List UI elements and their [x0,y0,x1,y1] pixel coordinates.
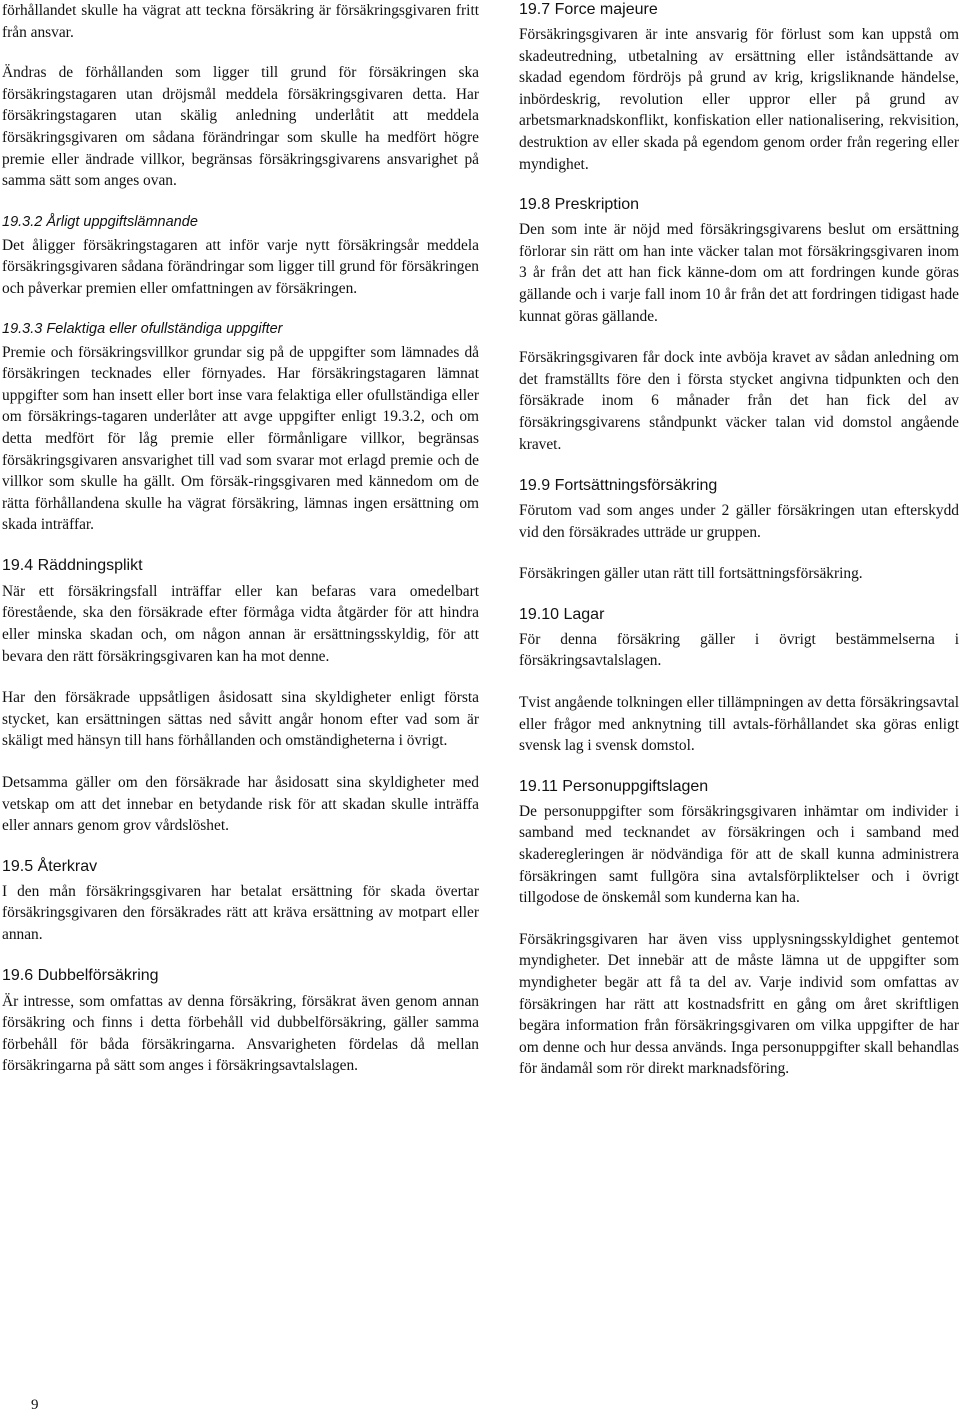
section-heading: 19.5 Återkrav [2,857,98,875]
paragraph: Detsamma gäller om den försäkrade har åsidosatt sina skyldigheter med vetskap om att det innebar en betydande risk för att skadan skulle inträffa eller annars genom grov vårdslöshet. [2,774,479,835]
paragraph: Försäkringen gäller utan rätt till fortsättningsförsäkring. [519,565,863,583]
subsection-heading: 19.3.3 Felaktiga eller ofullständiga uppgifter [2,320,283,337]
section-heading: 19.6 Dubbelförsäkring [2,966,159,984]
paragraph: I den mån försäkringsgivaren har betalat ersättning för skada övertar försäkringsgivaren den försäkrades rätt att kräva ersättning av motpart eller annan. [2,882,479,943]
paragraph: Har den försäkrade uppsåtligen åsidosatt sina skyldigheter enligt första stycket, kan ersättningen sättas ned såvitt angår honom efter vad som är skäligt med hänsyn till hans förhållanden och omständigheterna i övrigt. [2,689,479,750]
page-number: 9 [31,1397,39,1413]
paragraph: Försäkringsgivaren är inte ansvarig för förlust som kan uppstå om skadeutredning, utbetalning av ersättning eller iståndsättande av skadad egendom fördröjs på grund av krig, krigsliknande händelse, inbördeskrig, revolution eller uppror eller på grund av arbetsmarknadskonflikt, konfiskation eller nationalisering, rekvisition, destruktion av eller skada på egendom genom order från regering eller myndighet. [519,26,959,173]
paragraph: Ändras de förhållanden som ligger till grund för försäkringen ska försäkringstagaren utan dröjsmål meddela försäkringsgivaren detta. Har försäkringstagaren utan skälig anledning underlåtit att meddela försäkringsgivaren om sådana förändringar som skulle ha medfört högre premie eller ändrade villkor, begränsas försäkringsgivarens ansvarighet på samma sätt som anges ovan. [2,64,479,190]
section-heading: 19.7 Force majeure [519,1,658,18]
paragraph: När ett försäkringsfall inträffar eller kan befaras vara omedelbart förestående, ska den försäkrade efter förmåga vidta åtgärder för att hindra eller minska skadan och, om någon annan är ersättningsskyldig, för att bevara den rätt försäkringsgivaren kan ha mot denne. [2,582,479,665]
paragraph: Det åligger försäkringstagaren att inför varje nytt försäkringsår meddela försäkringsgivaren sådana förändringar som ligger till grund för försäkringen och påverkar premien eller omfattningen av försäkringen. [2,236,479,297]
section-heading: 19.8 Preskription [519,196,640,214]
paragraph: Försäkringsgivaren har även viss upplysningsskyldighet gentemot myndigheter. Det innebär att de måste lämna ut de uppgifter som myndigheter begär att få ta del av. Varje individ som omfattas av försäkringen har rätt att kostnadsfritt en gång om året skriftligen begära information från försäkringsgivaren om vilka uppgifter de har om denne och hur dessa används. Inga personuppgifter skall behandlas för ändamål som rör direkt marknadsföring. [519,930,959,1078]
paragraph: Försäkringsgivaren får dock inte avböja kravet av sådan anledning om det framställts före den i första stycket angivna tidpunkten och den försäkrade inom 6 månader från det han fick del av försäkringsgivarens ståndpunkt väcker talan vid domstol angående kravet. [519,349,959,453]
paragraph: Förutom vad som anges under 2 gäller försäkringen utan efterskydd vid den försäkrades utträde ur gruppen. [519,502,959,541]
section-heading: 19.11 Personuppgiftslagen [519,777,709,795]
paragraph: Premie och försäkringsvillkor grundar sig på de uppgifter som lämnades då försäkringen tecknades eller förnyades. Har försäkringstagaren lämnat uppgifter som han insett eller bort inse vara felaktiga eller ofullständiga eller om försäkrings-tagaren underlåter att avge uppgifter enligt 19.3.2, och om detta medfört för låg premie eller förmånligare villkor, begränsas försäkringsgivaren ansvarighet till vad som svarar mot erlagd premie och de villkor som skulle ha gällt. Om försäk-ringsgivaren med kännedom om de rätta förhållandena skulle ha vägrat försäkring, lämnas ingen ersättning om skada inträffar. [2,343,479,534]
section-heading: 19.9 Fortsättningsförsäkring [519,477,718,495]
subsection-heading: 19.3.2 Årligt uppgiftslämnande [2,213,198,230]
paragraph: Den som inte är nöjd med försäkringsgivarens beslut om ersättning förlorar sin rätt om han inte väcker talan mot försäkringsgivaren inom 3 år från det att han fick känne-dom om att fordringen kunde göras gällande och i varje fall inom 10 år från det att fordringen tidigast hade kunnat göras gällande. [519,221,959,325]
paragraph: Tvist angående tolkningen eller tillämpningen av detta försäkringsavtal eller frågor med anknytning till avtals-förhållandet ska göras enligt svensk lag i svensk domstol. [519,694,959,755]
paragraph: De personuppgifter som försäkringsgivaren inhämtar om individer i samband med tecknandet av försäkringen och i samband med skaderegleringen är nödvändiga för att de skall kunna administrera försäkringen samt fullgöra sina avtalsförpliktelser och i övrigt tillgodose de önskemål som kunderna kan ha. [519,802,959,907]
paragraph: Är intresse, som omfattas av denna försäkring, försäkrat även genom annan försäkring och finns i detta förbehåll vid dubbelförsäkring, gäller samma förbehåll för båda försäkringarna. Ansvarigheten fördelas då mellan försäkringarna på sätt som anges i försäkringsavtalslagen. [2,992,479,1075]
paragraph: För denna försäkring gäller i övrigt bestämmelserna i försäkringsavtalslagen. [519,630,959,670]
left-column [2,0,479,1077]
section-heading: 19.10 Lagar [519,605,605,623]
section-heading: 19.4 Räddningsplikt [2,556,143,574]
paragraph: förhållandet skulle ha vägrat att teckna försäkring är försäkringsgivaren fritt från ansvar. [2,2,479,41]
right-column [519,0,959,1080]
